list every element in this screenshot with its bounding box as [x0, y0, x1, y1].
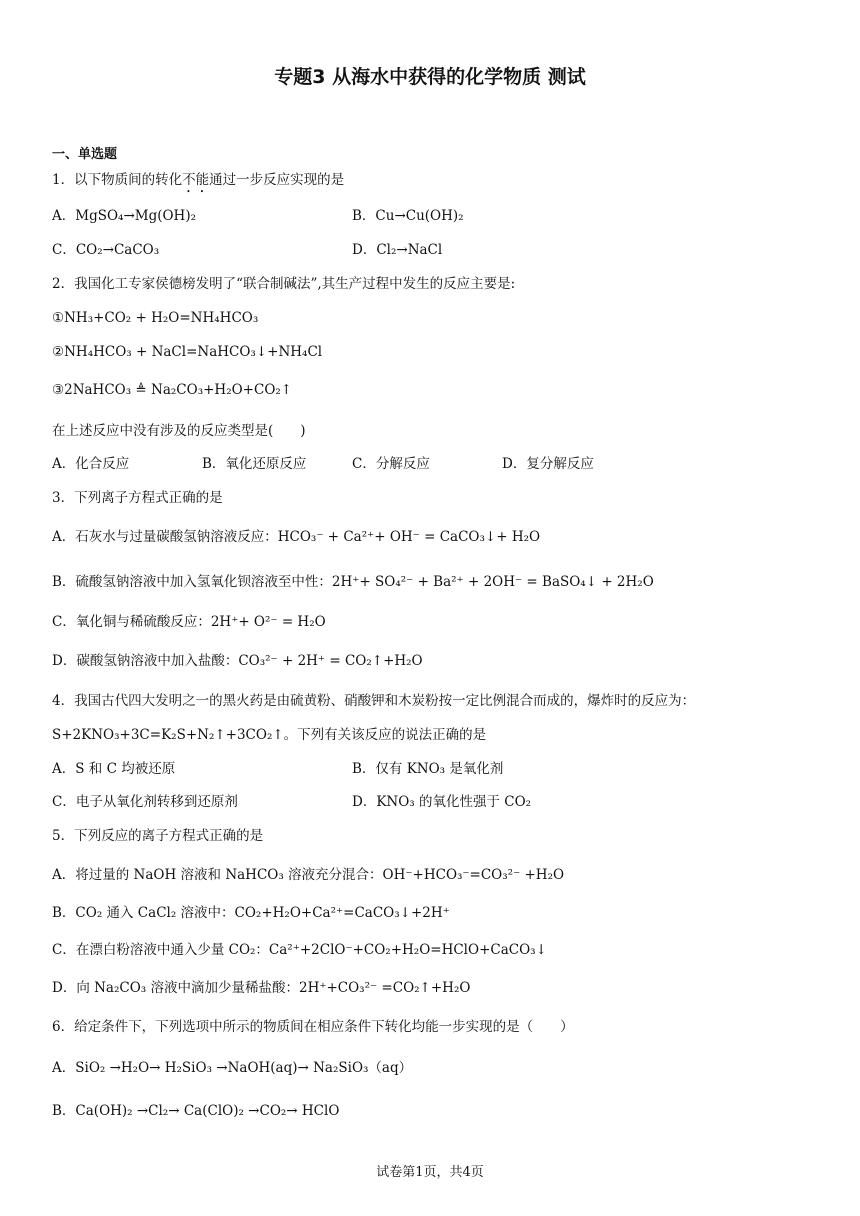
- question-4-option-c: C．电子从氧化剂转移到还原剂: [52, 794, 238, 810]
- question-4-option-a: A．S 和 C 均被还原: [52, 761, 176, 777]
- question-3-option-b: B．硫酸氢钠溶液中加入氢氧化钡溶液至中性：2H⁺+ SO₄²⁻ + Ba²⁺ + 2OH⁻ = BaSO₄↓ + 2H₂O: [52, 574, 654, 590]
- reaction-2: ②NH₄HCO₃ + NaCl=NaHCO₃↓+NH₄Cl: [52, 344, 323, 360]
- question-3-option-a: A．石灰水与过量碳酸氢钠溶液反应：HCO₃⁻ + Ca²⁺+ OH⁻ = CaCO₃↓+ H₂O: [52, 529, 541, 545]
- reaction-1: ①NH₃+CO₂ + H₂O=NH₄HCO₃: [52, 310, 259, 326]
- stem-text: 1．以下物质间的转化: [52, 172, 183, 188]
- question-4-option-d: D．KNO₃ 的氧化性强于 CO₂: [352, 794, 532, 810]
- question-4-option-b: B．仅有 KNO₃ 是氧化剂: [352, 761, 504, 777]
- question-1-stem: [52, 171, 344, 196]
- section-heading: 一、单选题: [52, 147, 118, 162]
- question-2-stem: 2．我国化工专家侯德榜发明了“联合制碱法”,其生产过程中发生的反应主要是:: [52, 276, 516, 292]
- reaction-3: ③2NaHCO₃ ≜ Na₂CO₃+H₂O+CO₂↑: [52, 382, 293, 398]
- question-2-option-a: A．化合反应: [52, 456, 130, 472]
- page-title: 专题3 从海水中获得的化学物质 测试: [274, 66, 586, 88]
- question-5-option-a: A．将过量的 NaOH 溶液和 NaHCO₃ 溶液充分混合：OH⁻+HCO₃⁻=CO₃²⁻ +H₂O: [52, 867, 565, 883]
- question-5-stem: 5．下列反应的离子方程式正确的是: [52, 828, 264, 844]
- question-5-option-b: B．CO₂ 通入 CaCl₂ 溶液中：CO₂+H₂O+Ca²⁺=CaCO₃↓+2H⁺: [52, 905, 450, 921]
- question-3-option-c: C．氧化铜与稀硫酸反应：2H⁺+ O²⁻ = H₂O: [52, 614, 326, 630]
- question-2-option-b: B．氧化还原反应: [202, 456, 307, 472]
- question-5-option-d: D．向 Na₂CO₃ 溶液中滴加少量稀盐酸：2H⁺+CO₃²⁻ =CO₂↑+H₂O: [52, 980, 471, 996]
- question-1-option-d: D．Cl₂→NaCl: [352, 242, 443, 258]
- question-2-ask: 在上述反应中没有涉及的反应类型是( ): [52, 423, 306, 439]
- question-3-option-d: D．碳酸氢钠溶液中加入盐酸：CO₃²⁻ + 2H⁺ = CO₂↑+H₂O: [52, 653, 423, 669]
- stem-text: 通过一步反应实现的是: [209, 172, 345, 188]
- question-1-option-a: A．MgSO₄→Mg(OH)₂: [52, 208, 197, 224]
- question-1-option-c: C．CO₂→CaCO₃: [52, 242, 160, 258]
- question-6-option-a: A．SiO₂ →H₂O→ H₂SiO₃ →NaOH(aq)→ Na₂SiO₃（aq）: [52, 1060, 413, 1076]
- question-5-option-c: C．在漂白粉溶液中通入少量 CO₂：Ca²⁺+2ClO⁻+CO₂+H₂O=HClO+CaCO₃↓: [52, 942, 547, 958]
- question-6-stem: 6．给定条件下，下列选项中所示的物质间在相应条件下转化均能一步实现的是（ ）: [52, 1019, 574, 1035]
- question-2-option-d: D．复分解反应: [502, 456, 594, 472]
- question-4-stem-line-1: 4．我国古代四大发明之一的黑火药是由硫黄粉、硝酸钾和木炭粉按一定比例混合而成的，爆炸时的反应为：: [52, 693, 696, 709]
- emphasis-text: 不能: [182, 172, 210, 188]
- question-4-stem-line-2: S+2KNO₃+3C=K₂S+N₂↑+3CO₂↑。下列有关该反应的说法正确的是: [52, 727, 487, 743]
- question-3-stem: 3．下列离子方程式正确的是: [52, 490, 223, 506]
- page-footer: 试卷第1页，共4页: [376, 1165, 484, 1180]
- question-6-option-b: B．Ca(OH)₂ →Cl₂→ Ca(ClO)₂ →CO₂→ HClO: [52, 1103, 340, 1119]
- question-1-option-b: B．Cu→Cu(OH)₂: [352, 208, 464, 224]
- question-2-option-c: C．分解反应: [352, 456, 430, 472]
